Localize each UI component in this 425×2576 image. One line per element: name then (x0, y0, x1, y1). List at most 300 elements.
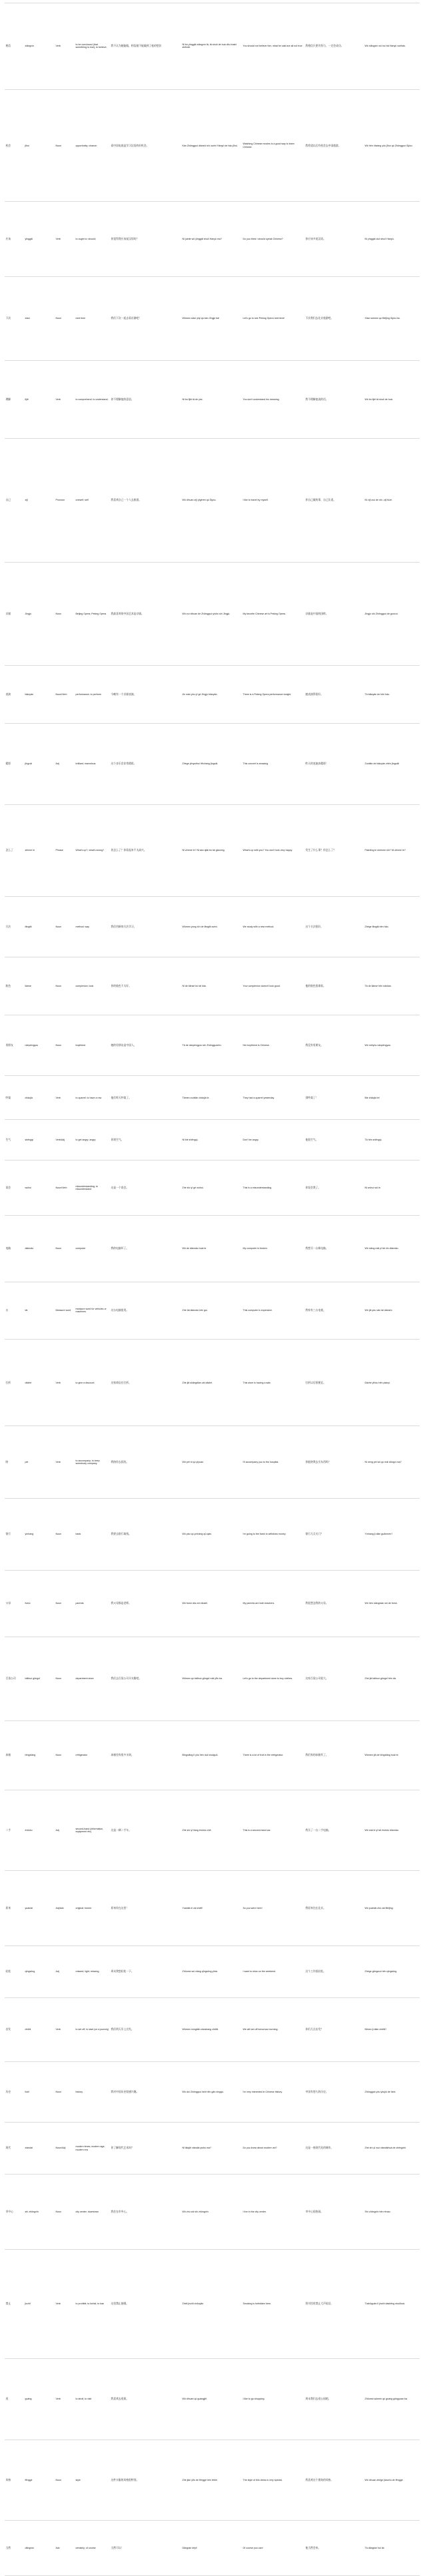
definition-cell: to quarrel; to have a row (75, 1076, 110, 1119)
example-1-chinese-cell: 我不认为她能做，相信她不能做到了他的想法 (110, 3, 181, 90)
example-1-english-cell: Of course you can! (242, 2520, 304, 2575)
example-2-chinese-cell: 你应该多说汉语。 (304, 202, 364, 277)
example-1-pinyin-cell: Zhège yīnyuèhuì fēicháng jīngcǎi. (181, 724, 242, 804)
example-1-pinyin-cell: Nǐ zěnme le? Nǐ kàn qǐlái bú tài gāoxìng. (181, 804, 242, 897)
definition-cell: to give a discount (75, 1340, 110, 1426)
example-2-pinyin-cell: Tā biǎoyǎn de hěn hǎo. (364, 666, 420, 724)
part-of-speech-cell: Noun (55, 277, 75, 361)
example-1-pinyin-cell: Tā de nánpéngyou shì Zhōngguórén. (181, 1015, 242, 1076)
example-2-chinese-cell: 我们家的冰箱坏了。 (304, 1720, 364, 1790)
part-of-speech-cell: Noun (55, 1498, 75, 1570)
part-of-speech-cell: Adj (55, 1790, 75, 1870)
example-1-chinese-cell: 我要去银行取钱。 (110, 1498, 181, 1570)
definition-cell: to stroll; to visit (75, 2359, 110, 2440)
example-1-chinese-cell: 今晚有一个京剧表演。 (110, 666, 181, 724)
example-1-pinyin-cell: Nǐ bù lǐjiě tā de yìsi. (181, 360, 242, 438)
part-of-speech-cell: Verb (55, 2359, 75, 2440)
table-row (5, 897, 420, 957)
definition-cell: original; former (75, 1871, 110, 1946)
part-of-speech-cell: Verb (55, 360, 75, 438)
table-row (5, 2520, 420, 2575)
example-2-chinese-cell: 我喜欢这个建筑的风格。 (304, 2440, 364, 2520)
example-1-chinese-cell: 周末我想轻松一下。 (110, 1945, 181, 1997)
table-row (5, 2122, 420, 2174)
pinyin-cell: zěnme le (24, 804, 55, 897)
word-cell: 吵架 (5, 1076, 24, 1119)
example-2-pinyin-cell: Tā hěn shēngqì. (364, 1119, 420, 1160)
example-1-chinese-cell: 你别生气。 (110, 1119, 181, 1160)
part-of-speech-cell: Noun (55, 897, 75, 957)
part-of-speech-cell: Noun (55, 2440, 75, 2520)
definition-cell: to prohibit; to forbid; to ban (75, 2249, 110, 2358)
example-1-english-cell: This is a second-hand car. (242, 1790, 304, 1870)
pinyin-cell: dǎzhé (24, 1340, 55, 1426)
example-1-chinese-cell: 我们下次一起去看京剧吧！ (110, 277, 181, 361)
pinyin-cell: shì zhōngxīn (24, 2175, 55, 2250)
definition-cell: What's up?; what's wrong? (75, 804, 110, 897)
example-1-chinese-cell: 我父母都是老师。 (110, 1571, 181, 1637)
example-1-english-cell: What's up with you? You don't look very happy. (242, 804, 304, 897)
example-1-chinese-cell: 我最喜欢的中国艺术是京剧。 (110, 562, 181, 666)
definition-cell: misunderstanding; to misunderstand (75, 1160, 110, 1216)
table-row (5, 2175, 420, 2250)
example-1-pinyin-cell: Nǐ de liǎnsè bú tài hǎo. (181, 957, 242, 1015)
part-of-speech-cell: Adj (55, 724, 75, 804)
part-of-speech-cell: Verb (55, 1340, 75, 1426)
pinyin-cell: jīhuì (24, 89, 55, 202)
pinyin-cell: fùmǔ (24, 1571, 55, 1637)
part-of-speech-cell: Noun/Verb (55, 1160, 75, 1216)
definition-cell: modern times; modern age; modern era (75, 2122, 110, 2174)
example-2-pinyin-cell: Nǐ néng péi wǒ qù mǎi dōngxi ma? (364, 1426, 420, 1498)
part-of-speech-cell: Noun (55, 1637, 75, 1721)
example-2-chinese-cell: 我希望以后有机会去中国旅游。 (304, 89, 364, 202)
word-cell: 出发 (5, 1998, 24, 2062)
example-2-pinyin-cell: Yínháng jǐ diǎn guānmén? (364, 1498, 420, 1570)
definition-cell: to set off; to start (on a journey) (75, 1998, 110, 2062)
example-2-pinyin-cell: Tā de liǎnsè hěn nánkàn. (364, 957, 420, 1015)
example-2-chinese-cell: 你能陪我去买东西吗？ (304, 1426, 364, 1498)
word-cell: 父母 (5, 1571, 24, 1637)
example-1-pinyin-cell: Zhè shì yī liàng èrshǒu chē. (181, 1790, 242, 1870)
table-row (5, 804, 420, 897)
example-1-pinyin-cell: Wǒ de diànnǎo huài le. (181, 1215, 242, 1282)
example-2-chinese-cell: 这个方法很好。 (304, 897, 364, 957)
pinyin-cell: guàng (24, 2359, 55, 2440)
example-2-chinese-cell: 我相信只要肯努力，一定会成功。 (304, 3, 364, 90)
table-row (5, 1637, 420, 1721)
example-1-english-cell: You don't understand his meaning. (242, 360, 304, 438)
word-cell: 京剧 (5, 562, 24, 666)
pinyin-cell: qīngsōng (24, 1945, 55, 1997)
word-cell: 误会 (5, 1160, 24, 1216)
definition-cell: oneself; self (75, 438, 110, 562)
example-1-pinyin-cell: Wǒ péi nǐ qù yīyuàn. (181, 1426, 242, 1498)
part-of-speech-cell: Verb (55, 1998, 75, 2062)
example-1-english-cell: I want to relax on the weekend. (242, 1945, 304, 1997)
part-of-speech-cell: Noun/Verb (55, 666, 75, 724)
part-of-speech-cell: Noun (55, 89, 75, 202)
part-of-speech-cell: Verb (55, 2249, 75, 2358)
example-2-pinyin-cell: Wǒ hěn xīwàng yǒu jīhuì qù Zhōngguó lǚyóu. (364, 89, 420, 202)
definition-cell: brilliant; marvelous (75, 724, 110, 804)
example-1-english-cell: This computer is expensive. (242, 1282, 304, 1340)
example-1-pinyin-cell: Nǐ bié shēngqì. (181, 1119, 242, 1160)
example-1-pinyin-cell: Kàn Zhōngguó diànshì shì xuéxí Hànyǔ de hǎo jīhuì. (181, 89, 242, 202)
example-1-english-cell: This store is having a sale. (242, 1340, 304, 1426)
pinyin-cell: yínháng (24, 1498, 55, 1570)
table-row (5, 1571, 420, 1637)
example-1-chinese-cell: 冰箱里有很多水果。 (110, 1720, 181, 1790)
example-2-pinyin-cell: Zhè jiā bǎihuò gōngsī hěn dà. (364, 1637, 420, 1721)
example-2-pinyin-cell: Wǒ yuánlái zhù zài Běijīng. (364, 1871, 420, 1946)
example-2-pinyin-cell: Wǒ bù lǐjiě tā shuō de huà. (364, 360, 420, 438)
example-1-pinyin-cell: Wǒ zhù zài shì zhōngxīn. (181, 2175, 242, 2250)
definition-cell: boyfriend (75, 1015, 110, 1076)
example-1-english-cell: My computer is broken. (242, 1215, 304, 1282)
example-2-chinese-cell: 你们几点出发？ (304, 1998, 364, 2062)
definition-cell: parents (75, 1571, 110, 1637)
example-2-chinese-cell: 我家有三台电视。 (304, 1282, 364, 1340)
part-of-speech-cell: Noun (55, 562, 75, 666)
part-of-speech-cell: Noun (55, 1720, 75, 1790)
table-row (5, 1498, 420, 1570)
definition-cell: performance; to perform (75, 666, 110, 724)
pinyin-cell: dāngrán (24, 2520, 55, 2575)
pinyin-cell: biǎoyǎn (24, 666, 55, 724)
part-of-speech-cell: Noun (55, 1015, 75, 1076)
example-1-pinyin-cell: Zhèlǐ jìnzhǐ chōuyān. (181, 2249, 242, 2358)
example-1-english-cell: The style of this dress is very special. (242, 2440, 304, 2520)
definition-cell: to get angry; angry (75, 1119, 110, 1160)
example-1-chinese-cell: 我喜欢自己一个人去旅游。 (110, 438, 181, 562)
table-row (5, 1340, 420, 1426)
table-row (5, 2061, 420, 2122)
pinyin-cell: chūfā (24, 1998, 55, 2062)
example-1-english-cell: Her boyfriend is Chinese. (242, 1015, 304, 1076)
example-2-chinese-cell: 我原来住在北京。 (304, 1871, 364, 1946)
example-1-pinyin-cell: Wǒ duì Zhōngguó lìshǐ hěn gǎn xìngqù. (181, 2061, 242, 2122)
table-row (5, 1790, 420, 1870)
part-of-speech-cell: Adv (55, 2520, 75, 2575)
pinyin-cell: xiàcì (24, 277, 55, 361)
definition-cell: to accompany; to keep somebody company (75, 1426, 110, 1498)
part-of-speech-cell: Noun/Adj (55, 2122, 75, 2174)
example-1-pinyin-cell: Zhè tái diànnǎo hěn guì. (181, 1282, 242, 1340)
example-2-chinese-cell: 周末我们去逛公园吧。 (304, 2359, 364, 2440)
part-of-speech-cell: Verb (55, 1426, 75, 1498)
table-row (5, 1945, 420, 1997)
example-2-chinese-cell: 这是一座现代化的城市。 (304, 2122, 364, 2174)
table-row (5, 360, 420, 438)
table-row (5, 1720, 420, 1790)
pinyin-cell: xiàndài (24, 2122, 55, 2174)
example-2-chinese-cell: 银行几点关门？ (304, 1498, 364, 1570)
definition-cell: opportunity; chance; (75, 89, 110, 202)
example-2-pinyin-cell: Túshūguǎn lǐ jìnzhǐ dàshēng shuōhuà. (364, 2249, 420, 2358)
example-1-english-cell: Do you think I should speak Chinese? (242, 202, 304, 277)
example-1-english-cell: Let's go to see Peking Opera next time! (242, 277, 304, 361)
word-cell: 精彩 (5, 724, 24, 804)
example-1-english-cell: Don't be angry. (242, 1119, 304, 1160)
example-1-chinese-cell: 你了解现代艺术吗？ (110, 2122, 181, 2174)
pinyin-cell: lìshǐ (24, 2061, 55, 2122)
table-row (5, 1015, 420, 1076)
example-2-chinese-cell: 他很生气。 (304, 1119, 364, 1160)
word-cell: 二手 (5, 1790, 24, 1870)
example-1-pinyin-cell: Wǒ xǐhuan zìjǐ yīgèrén qù lǚyóu. (181, 438, 242, 562)
part-of-speech-cell: Noun (55, 957, 75, 1015)
pinyin-cell: yīnggāi (24, 202, 55, 277)
part-of-speech-cell: Adj (55, 1945, 75, 1997)
example-1-english-cell: I'm very interested in Chinese history. (242, 2061, 304, 2122)
example-1-english-cell: They had a quarrel yesterday. (242, 1076, 304, 1119)
example-2-chinese-cell: 市中心很热闹。 (304, 2175, 364, 2250)
table-row (5, 2440, 420, 2520)
example-1-pinyin-cell: Zhōumò wǒ xiǎng qīngsōng yīxià. (181, 1945, 242, 1997)
example-2-pinyin-cell: Jīngjù shì Zhōngguó de guócuì. (364, 562, 420, 666)
part-of-speech-cell: Noun (55, 2175, 75, 2250)
example-1-english-cell: So you were here! (242, 1871, 304, 1946)
example-2-pinyin-cell: Wǒ xiāngxìn wǒ huì bǎ Hànyǔ xuéhǎo. (364, 3, 420, 90)
pinyin-cell: nánpéngyou (24, 1015, 55, 1076)
table-row (5, 438, 420, 562)
example-1-pinyin-cell: Wǒ zuì xǐhuan de Zhōngguó yìshù shì Jīngjù. (181, 562, 242, 666)
part-of-speech-cell: Phrase (55, 804, 75, 897)
word-cell: 禁止 (5, 2249, 24, 2358)
example-1-english-cell: Smoking is forbidden here. (242, 2249, 304, 2358)
vocabulary-table (5, 3, 420, 2576)
example-1-english-cell: I like to travel by myself. (242, 438, 304, 562)
example-1-chinese-cell: 这家商店在打折。 (110, 1340, 181, 1426)
definition-cell: city center; downtown (75, 2175, 110, 2250)
word-cell: 表演 (5, 666, 24, 724)
example-1-chinese-cell: 我住在市中心。 (110, 2175, 181, 2250)
example-2-chinese-cell: 图书馆里禁止大声说话。 (304, 2249, 364, 2358)
pinyin-cell: shēngqì (24, 1119, 55, 1160)
example-2-chinese-cell: 昨天的表演真精彩！ (304, 724, 364, 804)
word-cell: 下次 (5, 277, 24, 361)
word-cell: 当然 (5, 2520, 24, 2575)
pinyin-cell: bīngxiāng (24, 1720, 55, 1790)
example-1-english-cell: Your complexion doesn't look good. (242, 957, 304, 1015)
example-1-chinese-cell: 这里禁止抽烟。 (110, 2249, 181, 2358)
example-1-english-cell: We will set off tomorrow morning. (242, 1998, 304, 2062)
example-1-english-cell: There is a Peking Opera performance tonight. (242, 666, 304, 724)
word-cell: 机会 (5, 89, 24, 202)
part-of-speech-cell: Noun (55, 2061, 75, 2122)
example-1-pinyin-cell: Wǒmen míngtiān zǎoshang chūfā. (181, 1998, 242, 2062)
word-cell: 应该 (5, 202, 24, 277)
example-1-english-cell: There is a lot of fruit in the refrigerator. (242, 1720, 304, 1790)
example-2-pinyin-cell: Tā dāngrán huì lái. (364, 2520, 420, 2575)
example-2-chinese-cell: 别吵架了！ (304, 1076, 364, 1119)
pinyin-cell: wùhuì (24, 1160, 55, 1216)
table-row (5, 3, 420, 90)
table-row (5, 562, 420, 666)
example-2-pinyin-cell: Zhōumò wǒmen qù guàng gōngyuán ba. (364, 2359, 420, 2440)
word-cell: 打折 (5, 1340, 24, 1426)
table-row (5, 957, 420, 1015)
pinyin-cell: liǎnsè (24, 957, 55, 1015)
example-2-chinese-cell: 我买了一台二手电脑。 (304, 1790, 364, 1870)
example-1-chinese-cell: 这个音乐会非常精彩。 (110, 724, 181, 804)
example-2-chinese-cell: 我不理解他说的话。 (304, 360, 364, 438)
example-1-english-cell: My favorite Chinese art is Peking Opera. (242, 562, 304, 666)
example-1-english-cell: You should not believe him, what he said are all not true. (242, 3, 304, 90)
vocabulary-table-body (5, 3, 420, 2576)
example-1-pinyin-cell: Tāmen zuótiān chǎojià le. (181, 1076, 242, 1119)
example-1-chinese-cell: 你觉得我应该说汉语吗？ (110, 202, 181, 277)
example-1-pinyin-cell: Yuánlái nǐ zài zhèlǐ! (181, 1871, 242, 1946)
pinyin-cell: diànnǎo (24, 1215, 55, 1282)
table-row (5, 2249, 420, 2358)
pinyin-cell: yuánlái (24, 1871, 55, 1946)
example-1-english-cell: Watching Chinese movies is a good way to learn Chinese. (242, 89, 304, 202)
part-of-speech-cell: Pronoun (55, 438, 75, 562)
example-2-pinyin-cell: Zuótiān de biǎoyǎn zhēn jīngcǎi! (364, 724, 420, 804)
word-cell: 男朋友 (5, 1015, 24, 1076)
example-2-chinese-cell: 下次我们去北京旅游吧。 (304, 277, 364, 361)
example-1-chinese-cell: 我喜欢去逛街。 (110, 2359, 181, 2440)
table-row (5, 1076, 420, 1119)
word-cell: 自己 (5, 438, 24, 562)
example-2-chinese-cell: 他的脸色很难看。 (304, 957, 364, 1015)
word-cell: 现代 (5, 2122, 24, 2174)
example-1-chinese-cell: 这是一辆二手车。 (110, 1790, 181, 1870)
word-cell: 历史 (5, 2061, 24, 2122)
example-2-chinese-cell: 我没有男朋友。 (304, 1015, 364, 1076)
example-1-pinyin-cell: Wǒmen qù bǎihuò gōngsī mǎi yīfu ba. (181, 1637, 242, 1721)
example-2-pinyin-cell: Wǒ hěn xiǎngniàn wǒ de fùmǔ. (364, 1571, 420, 1637)
example-2-pinyin-cell: Fāshēng le shénme shì? Nǐ zěnme le? (364, 804, 420, 897)
example-2-chinese-cell: 你自己做的事，自己负责。 (304, 438, 364, 562)
example-2-pinyin-cell: Bié chǎojià le! (364, 1076, 420, 1119)
pinyin-cell: lǐjiě (24, 360, 55, 438)
example-2-pinyin-cell: Nǐmen jǐ diǎn chūfā? (364, 1998, 420, 2062)
word-cell: 百货公司 (5, 1637, 24, 1721)
word-cell: 理解 (5, 360, 24, 438)
example-1-chinese-cell: 这件衣服的风格很特别。 (110, 2440, 181, 2520)
example-1-chinese-cell: 你怎么了？你看起来不太高兴。 (110, 804, 181, 897)
example-1-chinese-cell: 我们明天早上出发。 (110, 1998, 181, 2062)
example-1-english-cell: This is a misunderstanding. (242, 1160, 304, 1216)
word-cell: 相信 (5, 3, 24, 90)
definition-cell: to comprehend; to understand; (75, 360, 110, 438)
example-1-pinyin-cell: Wǒ fùmǔ dōu shì lǎoshī. (181, 1571, 242, 1637)
table-row (5, 1426, 420, 1498)
table-row (5, 1119, 420, 1160)
table-row (5, 1215, 420, 1282)
example-1-chinese-cell: 我们去百货公司买衣服吧。 (110, 1637, 181, 1721)
part-of-speech-cell: Noun (55, 1571, 75, 1637)
word-cell: 怎么了 (5, 804, 24, 897)
definition-cell: complexion; look (75, 957, 110, 1015)
example-1-pinyin-cell: Zhè jiàn yīfu de fēnggé hěn tèbié. (181, 2440, 242, 2520)
definition-cell: relaxed; light; relaxing (75, 1945, 110, 1997)
pinyin-cell: péi (24, 1426, 55, 1498)
example-2-chinese-cell: 中国有悠久的历史。 (304, 2061, 364, 2122)
word-cell: 脸色 (5, 957, 24, 1015)
example-1-chinese-cell: 看中国电视是学习汉语的好机会。 (110, 89, 181, 202)
definition-cell: department store (75, 1637, 110, 1721)
example-1-chinese-cell: 我们用新的方法学习。 (110, 897, 181, 957)
definition-cell: certainly; of course (75, 2520, 110, 2575)
definition-cell: second-hand (information, equipment etc) (75, 1790, 110, 1870)
example-1-english-cell: I'll accompany you to the hospital. (242, 1426, 304, 1498)
part-of-speech-cell: Measure word (55, 1282, 75, 1340)
example-2-chinese-cell: 我很想念我的父母。 (304, 1571, 364, 1637)
example-2-pinyin-cell: Wǒ jiā yǒu sān tái diànshì. (364, 1282, 420, 1340)
example-1-pinyin-cell: Nǐ liǎojiě xiàndài yìshù ma? (181, 2122, 242, 2174)
example-2-pinyin-cell: Zhōngguó yǒu yōujiǔ de lìshǐ. (364, 2061, 420, 2122)
word-cell: 市中心 (5, 2175, 24, 2250)
pinyin-cell: fēnggé (24, 2440, 55, 2520)
table-row (5, 724, 420, 804)
example-1-pinyin-cell: Wǒ yào qù yínháng qǔ qián. (181, 1498, 242, 1570)
example-1-chinese-cell: 原来你在这里！ (110, 1871, 181, 1946)
definition-cell: refrigerator (75, 1720, 110, 1790)
table-row (5, 666, 420, 724)
example-2-chinese-cell: 我想买一台新电脑。 (304, 1215, 364, 1282)
example-2-pinyin-cell: Zhège fāngfǎ hěn hǎo. (364, 897, 420, 957)
table-row (5, 1998, 420, 2062)
example-2-chinese-cell: 京剧是中国的国粹。 (304, 562, 364, 666)
example-1-chinese-cell: 当然可以！ (110, 2520, 181, 2575)
part-of-speech-cell: Adj/Adv (55, 1871, 75, 1946)
definition-cell: style (75, 2440, 110, 2520)
pinyin-cell: chǎojià (24, 1076, 55, 1119)
pinyin-cell: èrshǒu (24, 1790, 55, 1870)
example-2-pinyin-cell: Nǐ wùhuì wǒ le. (364, 1160, 420, 1216)
part-of-speech-cell: Verb (55, 1076, 75, 1119)
table-row (5, 277, 420, 361)
part-of-speech-cell: Noun (55, 1215, 75, 1282)
example-1-chinese-cell: 我陪你去医院。 (110, 1426, 181, 1498)
example-1-english-cell: I like to go shopping. (242, 2359, 304, 2440)
example-2-pinyin-cell: Wǒ xiǎng mǎi yī tái xīn diànnǎo. (364, 1215, 420, 1282)
word-cell: 陪 (5, 1426, 24, 1498)
pinyin-cell: bǎihuò gōngsī (24, 1637, 55, 1721)
example-1-pinyin-cell: Jīn wǎn yǒu yī gè Jīngjù biǎoyǎn. (181, 666, 242, 724)
part-of-speech-cell: Verb (55, 3, 75, 90)
example-1-chinese-cell: 你的脸色不太好。 (110, 957, 181, 1015)
word-cell: 方法 (5, 897, 24, 957)
table-row (5, 89, 420, 202)
word-cell: 电脑 (5, 1215, 24, 1282)
word-cell: 台 (5, 1282, 24, 1340)
example-2-pinyin-cell: Zhège gōngzuò hěn qīngsōng. (364, 1945, 420, 1997)
example-1-english-cell: Let's go to the department store to buy clothes. (242, 1637, 304, 1721)
word-cell: 风格 (5, 2440, 24, 2520)
part-of-speech-cell: Verb/Adj (55, 1119, 75, 1160)
table-row (5, 2359, 420, 2440)
example-2-pinyin-cell: Wǒ mǎi le yī tái èrshǒu diànnǎo. (364, 1790, 420, 1870)
example-1-english-cell: I'm going to the bank to withdraw money. (242, 1498, 304, 1570)
example-1-chinese-cell: 这台电脑很贵。 (110, 1282, 181, 1340)
pinyin-cell: jìnzhǐ (24, 2249, 55, 2358)
example-1-pinyin-cell: Dāngrán kěyǐ! (181, 2520, 242, 2575)
example-1-pinyin-cell: Wǒ xǐhuan qù guàngjiē. (181, 2359, 242, 2440)
example-2-chinese-cell: 这个工作很轻松。 (304, 1945, 364, 1997)
pinyin-cell: jīngcǎi (24, 724, 55, 804)
definition-cell: history (75, 2061, 110, 2122)
example-2-pinyin-cell: Xiàcì wǒmen qù Běijīng lǚyóu ba. (364, 277, 420, 361)
example-1-pinyin-cell: Zhè shì yī gè wùhuì. (181, 1160, 242, 1216)
pinyin-cell: tái (24, 1282, 55, 1340)
example-1-pinyin-cell: Nǐ juéde wǒ yīnggāi shuō Hànyǔ ma? (181, 202, 242, 277)
example-1-pinyin-cell: Wǒmen xiàcì yīqǐ qù kàn Jīngjù ba! (181, 277, 242, 361)
